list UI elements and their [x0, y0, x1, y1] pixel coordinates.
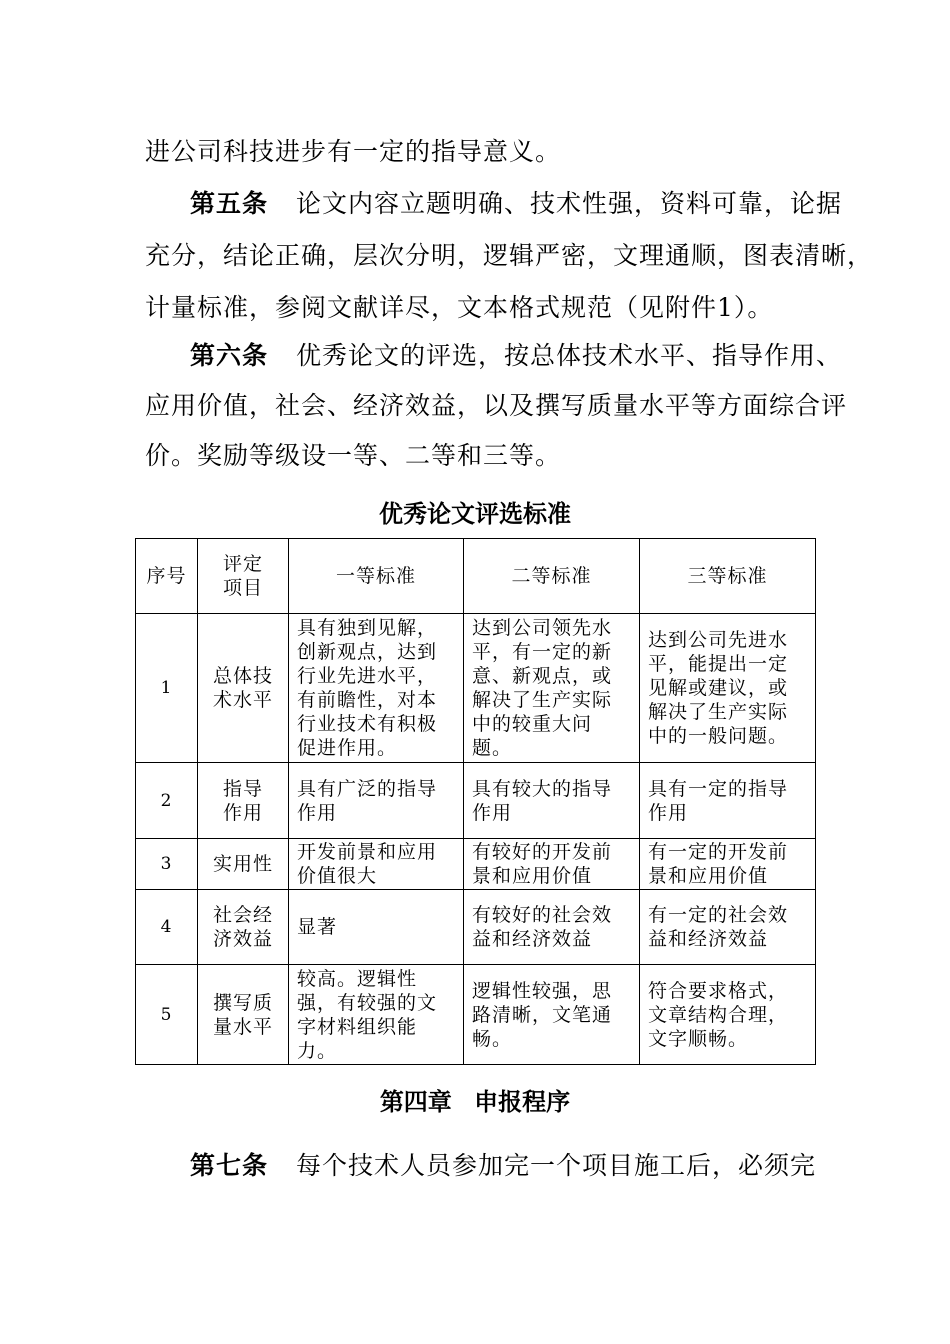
- row-second-class: 有较好的社会效 益和经济效益: [464, 890, 640, 965]
- table-row: [136, 890, 816, 965]
- article-7-text: 每个技术人员参加完一个项目施工后，必须完: [296, 1151, 817, 1180]
- row-item: 社会经 济效益: [198, 890, 289, 965]
- row-third-class: 达到公司先进水 平，能提出一定 见解或建议，或 解决了生产实际 中的一般问题。: [640, 614, 816, 763]
- article-6-text: 优秀论文的评选，按总体技术水平、指导作用、: [296, 341, 843, 370]
- header-no: 序号: [136, 539, 198, 614]
- row-item: 撰写质 量水平: [198, 965, 289, 1065]
- table-row: [136, 965, 816, 1065]
- row-no: 5: [136, 965, 198, 1065]
- article-5-first-line: [190, 184, 843, 224]
- row-third-class: 具有一定的指导 作用: [640, 763, 816, 839]
- header-item: 评定 项目: [198, 539, 289, 614]
- paragraph-line: 进公司科技进步有一定的指导意义。: [145, 137, 562, 166]
- table-row: [136, 839, 816, 890]
- article-7-label: 第七条: [190, 1151, 269, 1180]
- row-first-class: 具有独到见解， 创新观点，达到 行业先进水平， 有前瞻性，对本 行业技术有积极 促进作用。: [289, 614, 464, 763]
- row-no: 2: [136, 763, 198, 839]
- row-third-class: 有一定的开发前 景和应用价值: [640, 839, 816, 890]
- row-first-class: 较高。逻辑性 强，有较强的文 字材料组织能 力。: [289, 965, 464, 1065]
- article-6-first-line: [190, 336, 843, 376]
- row-first-class: 显著: [289, 890, 464, 965]
- row-item: 总体技 术水平: [198, 614, 289, 763]
- row-no: 4: [136, 890, 198, 965]
- table-title: 优秀论文评选标准: [379, 500, 571, 528]
- header-third-class: 三等标准: [640, 539, 816, 614]
- row-item: 实用性: [198, 839, 289, 890]
- table-row: [136, 763, 816, 839]
- row-no: 3: [136, 839, 198, 890]
- chapter-4-title: 第四章 申报程序: [379, 1088, 571, 1116]
- article-6-line: 应用价值，社会、经济效益，以及撰写质量水平等方面综合评: [145, 391, 848, 420]
- row-no: 1: [136, 614, 198, 763]
- article-7-first-line: [190, 1146, 815, 1186]
- row-first-class: 具有广泛的指导 作用: [289, 763, 464, 839]
- article-5-text: 论文内容立题明确、技术性强，资料可靠，论据: [296, 189, 843, 218]
- row-second-class: 有较好的开发前 景和应用价值: [464, 839, 640, 890]
- table-row: [136, 614, 816, 763]
- row-second-class: 达到公司领先水 平，有一定的新 意、新观点，或 解决了生产实际 中的较重大问 题。: [464, 614, 640, 763]
- row-third-class: 符合要求格式， 文章结构合理， 文字顺畅。: [640, 965, 816, 1065]
- article-5-line: 计量标准，参阅文献详尽，文本格式规范（见附件1）。: [145, 293, 774, 322]
- header-first-class: 一等标准: [289, 539, 464, 614]
- article-5-line: 充分，结论正确，层次分明，逻辑严密，文理通顺，图表清晰，: [145, 241, 874, 270]
- row-first-class: 开发前景和应用 价值很大: [289, 839, 464, 890]
- row-third-class: 有一定的社会效 益和经济效益: [640, 890, 816, 965]
- criteria-table: [135, 538, 816, 1065]
- table-header-row: [136, 539, 816, 614]
- header-second-class: 二等标准: [464, 539, 640, 614]
- article-5-label: 第五条: [190, 189, 269, 218]
- row-second-class: 逻辑性较强，思 路清晰，文笔通 畅。: [464, 965, 640, 1065]
- row-second-class: 具有较大的指导 作用: [464, 763, 640, 839]
- row-item: 指导 作用: [198, 763, 289, 839]
- article-6-label: 第六条: [190, 341, 269, 370]
- article-6-line: 价。奖励等级设一等、二等和三等。: [145, 441, 562, 470]
